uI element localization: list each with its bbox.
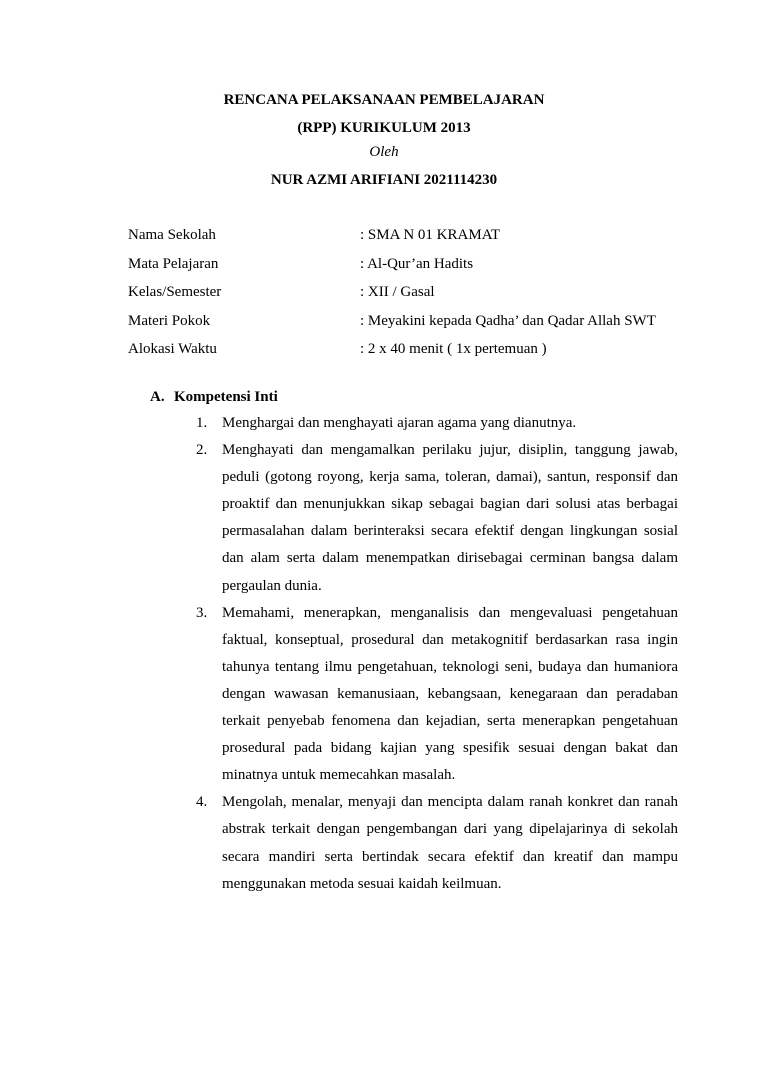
list-item	[196, 437, 678, 600]
identity-row-school	[128, 222, 688, 251]
competency-list	[196, 410, 678, 898]
identity-row-topic	[128, 308, 688, 337]
identity-table	[128, 222, 688, 365]
identity-label: Mata Pelajaran	[128, 255, 219, 272]
identity-value: : 2 x 40 menit ( 1x pertemuan )	[360, 341, 547, 357]
author-prefix: Oleh	[369, 144, 399, 160]
list-item	[196, 600, 678, 790]
document-title: RENCANA PELAKSANAAN PEMBELAJARAN	[223, 92, 545, 108]
identity-value: : Meyakini kepada Qadha’ dan Qadar Allah SWT	[360, 312, 656, 329]
list-number: 3.	[196, 604, 208, 621]
identity-value: : Al-Qur’an Hadits	[360, 255, 474, 272]
identity-label: Nama Sekolah	[128, 227, 216, 243]
list-text: Mengolah, menalar, menyaji dan mencipta dalam ranah konkret dan ranah abstrak terkait dengan pengembangan dari yang dipelajarinya di sekolah secara mandiri serta bertindak secara efektif dan kreatif dan mampu menggunakan metoda sesuai kaidah keilmuan.	[222, 794, 678, 892]
list-item	[196, 789, 678, 897]
list-number: 1.	[196, 415, 208, 431]
identity-row-time	[128, 336, 688, 365]
list-item	[196, 410, 678, 437]
identity-label: Kelas/Semester	[128, 284, 222, 300]
identity-row-class	[128, 279, 688, 308]
list-text: Menghayati dan mengamalkan perilaku jujur, disiplin, tanggung jawab, peduli (gotong royong, kerja sama, toleran, damai), santun, responsif dan proaktif dan menunjukkan sikap sebagai bagian dari solusi atas berbagai permasalahan dalam berinteraksi secara efektif dengan lingkungan sosial dan alam serta dalam menempatkan dirisebagai cerminan bangsa dalam pergaulan dunia.	[222, 442, 678, 594]
list-text: Menghargai dan menghayati ajaran agama yang dianutnya.	[222, 415, 577, 431]
section-heading	[150, 386, 278, 408]
identity-label: Materi Pokok	[128, 312, 211, 329]
identity-label: Alokasi Waktu	[128, 341, 217, 357]
identity-value: : SMA N 01 KRAMAT	[360, 227, 501, 243]
identity-value: : XII / Gasal	[360, 284, 435, 300]
list-number: 2.	[196, 442, 208, 459]
list-text: Memahami, menerapkan, menganalisis dan mengevaluasi pengetahuan faktual, konseptual, prosedural dan metakognitif berdasarkan rasa ingin tahunya tentang ilmu pengetahuan, teknologi seni, budaya dan humaniora dengan wawasan kemanusiaan, kebangsaan, kenegaraan dan peradaban terkait penyebab fenomena dan kejadian, serta menerapkan pengetahuan prosedural pada bidang kajian yang spesifik sesuai dengan bakat dan minatnya untuk memecahkan masalah.	[222, 604, 678, 784]
section-title: Kompetensi Inti	[174, 389, 278, 405]
document-subtitle: (RPP) KURIKULUM 2013	[297, 120, 471, 136]
list-number: 4.	[196, 794, 208, 811]
author-name: NUR AZMI ARIFIANI 2021114230	[270, 172, 498, 188]
section-letter: A.	[150, 389, 165, 405]
identity-row-subject	[128, 251, 688, 280]
